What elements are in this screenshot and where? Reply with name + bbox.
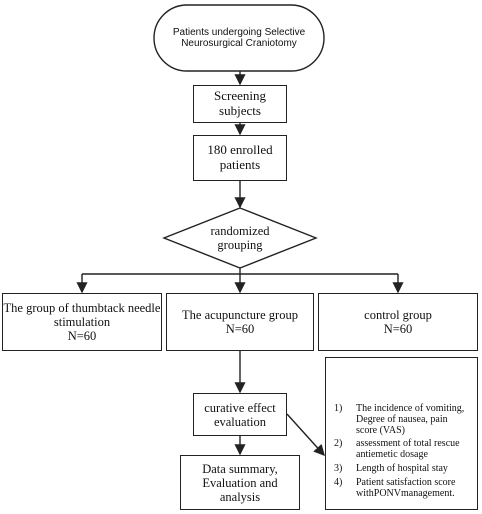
- group-control-box: [318, 293, 478, 351]
- outcome-text: Patient satisfaction score withPONVmanagement.: [356, 476, 456, 499]
- outcome-item: [334, 404, 471, 436]
- group-acupuncture-box: [166, 293, 314, 351]
- summary-label: Data summary, Evaluation and analysis: [202, 461, 278, 504]
- outcomes-box: [325, 357, 478, 510]
- evaluation-label: curative effect evaluation: [204, 400, 276, 429]
- enrolled-label: 180 enrolled patients: [207, 142, 273, 172]
- start-terminator: [158, 8, 320, 68]
- group-control-n: N=60: [383, 322, 413, 336]
- randomize-decision: [196, 222, 284, 254]
- start-label: Patients undergoing Selective Neurosurgical Craniotomy: [172, 26, 306, 49]
- outcome-item: [334, 439, 471, 461]
- outcome-item: [334, 478, 471, 500]
- enrolled-box: [193, 135, 287, 181]
- outcomes-list: [334, 404, 471, 499]
- arrow-evaluation-to-outcomes: [287, 414, 324, 455]
- outcome-item: [334, 464, 471, 475]
- summary-box: [180, 455, 300, 510]
- group-thumbtack-label: The group of thumbtack needle stimulation: [3, 301, 161, 329]
- group-acupuncture-n: N=60: [225, 322, 255, 336]
- group-control-label: control group: [364, 308, 432, 322]
- outcome-num: 2): [334, 438, 343, 450]
- group-thumbtack-n: N=60: [67, 329, 97, 343]
- outcome-text: The incidence of vomiting, Degree of nausea, pain score (VAS): [356, 403, 465, 436]
- outcome-num: 1): [334, 403, 343, 414]
- group-acupuncture-label: The acupuncture group: [182, 308, 298, 322]
- randomize-label: randomized grouping: [210, 224, 270, 252]
- outcome-text: Length of hospital stay: [356, 462, 448, 474]
- group-thumbtack-box: [2, 293, 162, 351]
- outcome-text: assessment of total rescue antiemetic dosage: [356, 438, 460, 461]
- screening-label: Screening subjects: [214, 88, 266, 118]
- screening-box: [193, 85, 287, 123]
- outcome-num: 3): [334, 462, 343, 474]
- outcome-num: 4): [334, 476, 343, 488]
- evaluation-box: [193, 393, 287, 436]
